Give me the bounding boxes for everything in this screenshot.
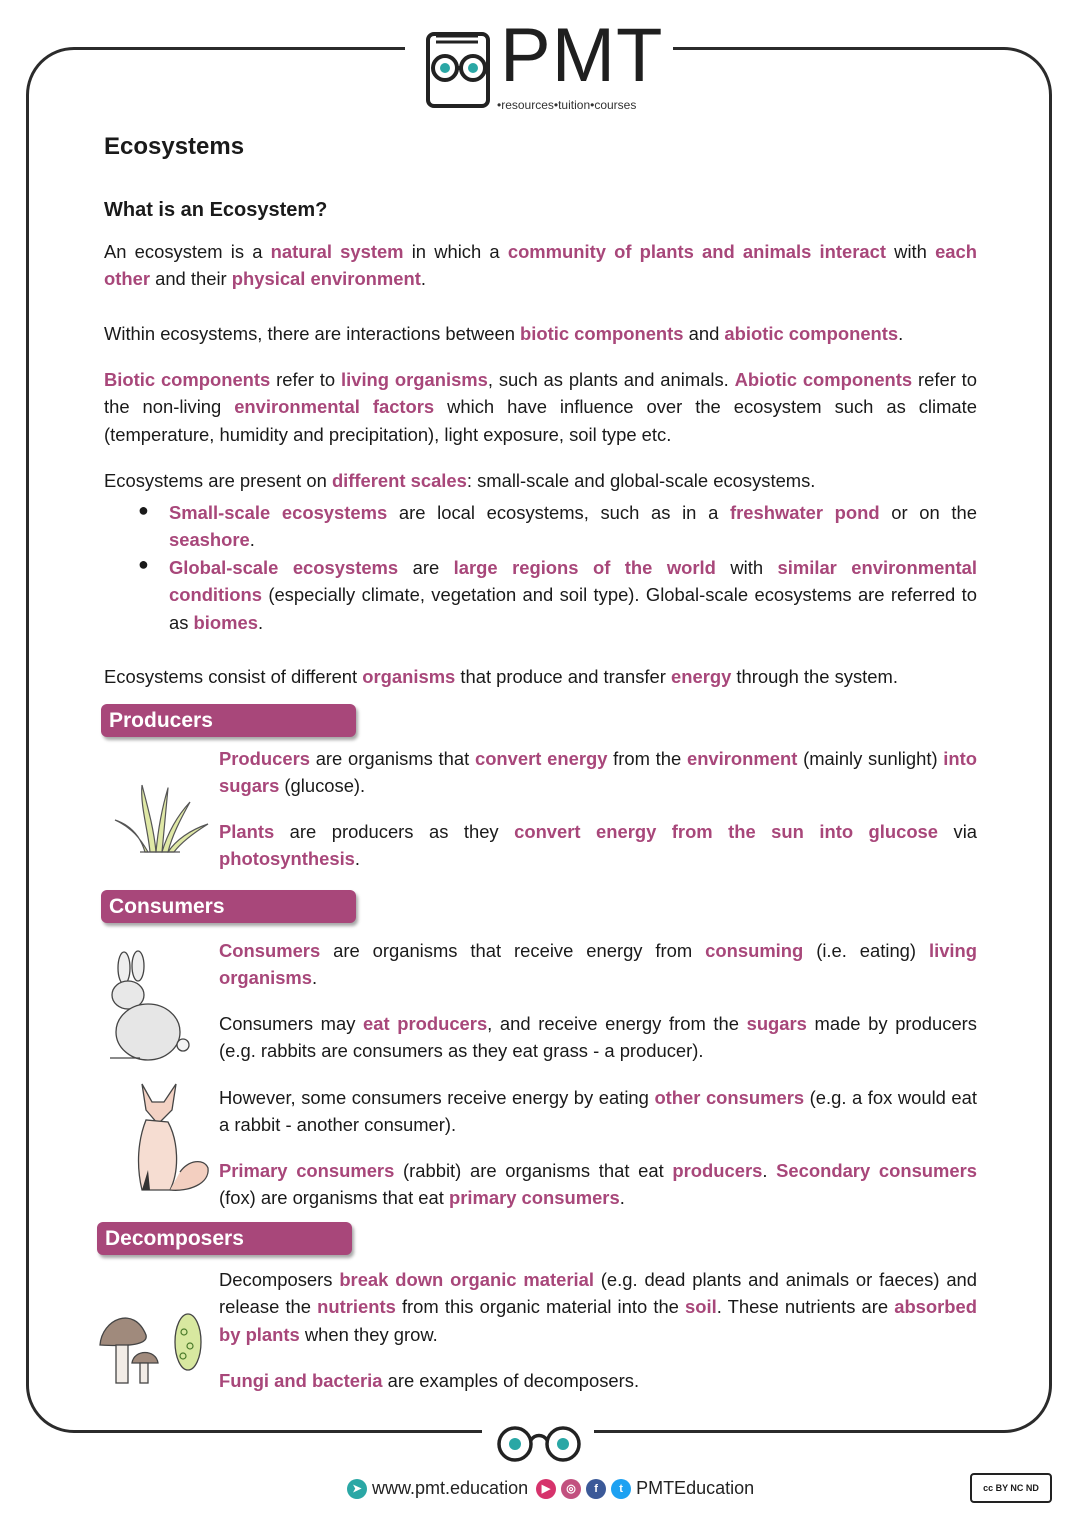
key-term: Plants	[219, 821, 275, 842]
key-term: Abiotic components	[734, 369, 913, 390]
text-segment: via	[938, 821, 978, 842]
text-segment: in which a	[403, 241, 508, 262]
key-term: convert energy from the sun into glucose	[514, 821, 939, 842]
key-term: absorbed by plants	[219, 1296, 977, 1345]
bullet-dot: ●	[138, 554, 149, 574]
consumers-paragraph-3	[219, 1084, 977, 1139]
social-handle[interactable]: PMTEducation	[636, 1478, 755, 1498]
key-term: environmental factors	[234, 396, 435, 418]
text-segment: refer to the non-living	[104, 369, 978, 418]
text-segment: .	[249, 529, 255, 551]
text-segment: with	[886, 241, 936, 262]
mushroom-icon	[96, 1305, 161, 1390]
key-term: freshwater pond	[729, 502, 880, 523]
text-segment: are producers as they	[274, 821, 515, 842]
text-segment: that produce and transfer	[455, 666, 671, 687]
text-segment: .	[619, 1187, 625, 1209]
page-title: Ecosystems	[104, 133, 245, 160]
key-term: eat producers	[363, 1013, 488, 1034]
text-segment: Within ecosystems, there are interactions between	[104, 323, 521, 344]
text-segment: (rabbit) are organisms that eat	[394, 1160, 673, 1181]
text-segment: (e.g. dead plants and animals or faeces) and release the	[219, 1269, 977, 1318]
key-term: biotic components	[520, 323, 684, 344]
scales-paragraph	[104, 467, 977, 494]
bullet-dot: ●	[138, 500, 149, 520]
key-term: energy	[671, 666, 732, 687]
producers-banner: Producers	[101, 704, 356, 737]
bullet-small-scale	[169, 499, 977, 554]
text-segment: which have influence over the ecosystem such as climate (temperature, humidity and precipitation), light exposure, soil type etc.	[104, 396, 977, 445]
bullet-global-scale	[169, 554, 977, 636]
rabbit-icon	[100, 950, 190, 1065]
producers-paragraph-1	[219, 745, 977, 800]
text-segment: , such as plants and animals.	[487, 369, 735, 390]
text-segment: are	[398, 557, 454, 578]
twitter-icon[interactable]: t	[611, 1479, 631, 1499]
organisms-paragraph	[104, 663, 977, 690]
key-term: community of plants and animals interact	[507, 241, 886, 262]
key-term: Biotic components	[104, 369, 271, 390]
key-term: consuming	[705, 940, 804, 961]
key-term: sugars	[746, 1013, 807, 1034]
components-paragraph	[104, 366, 977, 448]
text-segment: through the system.	[731, 666, 898, 687]
text-segment: are organisms that	[309, 748, 475, 769]
text-segment: .	[420, 268, 426, 290]
footer-social[interactable]	[536, 1478, 754, 1499]
key-term: Consumers	[219, 940, 321, 961]
text-segment: .	[762, 1160, 777, 1181]
facebook-icon[interactable]: f	[586, 1479, 606, 1499]
decomposers-paragraph-1	[219, 1266, 977, 1348]
grass-icon	[110, 780, 210, 860]
key-term: environment	[686, 748, 798, 769]
text-segment: .	[354, 848, 361, 870]
key-term: primary consumers	[448, 1187, 620, 1209]
text-segment: and their	[149, 268, 232, 290]
text-segment: Ecosystems are present on	[104, 470, 332, 491]
text-segment: , and receive energy from the	[487, 1013, 747, 1034]
key-term: large regions of the world	[453, 557, 716, 578]
key-term: Producers	[219, 748, 310, 769]
text-segment: Consumers may	[219, 1013, 364, 1034]
key-term: seashore	[169, 529, 250, 551]
text-segment: : small-scale and global-scale ecosystems.	[466, 470, 816, 491]
key-term: abiotic components	[724, 323, 899, 344]
text-segment: are organisms that receive energy from	[320, 940, 706, 961]
text-segment: . These nutrients are	[716, 1296, 895, 1318]
section-heading: What is an Ecosystem?	[104, 199, 328, 221]
key-term: convert energy	[474, 748, 608, 769]
decomposers-banner: Decomposers	[97, 1222, 352, 1255]
key-term: different scales	[331, 470, 467, 491]
key-term: living organisms	[219, 940, 978, 989]
interactions-paragraph	[104, 320, 977, 347]
key-term: each other	[104, 241, 977, 290]
footer-website[interactable]	[347, 1478, 528, 1499]
key-term: Secondary consumers	[776, 1160, 977, 1181]
key-term: living organisms	[341, 369, 488, 390]
consumers-paragraph-4	[219, 1157, 977, 1212]
website-link[interactable]: www.pmt.education	[372, 1478, 529, 1498]
key-term: break down organic material	[339, 1269, 594, 1290]
key-term: Small-scale ecosystems	[169, 502, 388, 523]
text-segment: from the	[607, 748, 687, 769]
text-segment: (mainly sunlight)	[797, 748, 944, 769]
text-segment: (e.g. a fox would eat a rabbit - another consumer).	[219, 1087, 977, 1136]
text-segment: An ecosystem is a	[104, 241, 271, 262]
text-segment: (glucose).	[279, 775, 366, 797]
bacteria-icon	[168, 1310, 208, 1375]
logo-tagline: •resources•tuition•courses	[497, 98, 637, 112]
key-term: natural system	[270, 241, 404, 262]
intro-paragraph	[104, 238, 977, 293]
logo-wordmark: PMT	[500, 13, 664, 98]
text-segment: .	[312, 967, 318, 989]
text-segment: Decomposers	[219, 1269, 340, 1290]
key-term: Global-scale ecosystems	[169, 557, 399, 578]
youtube-icon[interactable]: ▶	[536, 1479, 556, 1499]
consumers-banner: Consumers	[101, 890, 356, 923]
key-term: biomes	[193, 611, 258, 633]
text-segment: and	[683, 323, 725, 344]
text-segment: .	[898, 323, 904, 344]
key-term: soil	[685, 1296, 717, 1318]
text-segment: when they grow.	[299, 1323, 438, 1345]
key-term: similar environmental conditions	[169, 557, 977, 606]
text-segment: (especially climate, vegetation and soil type). Global-scale ecosystems are referred to as	[169, 584, 977, 633]
key-term: Primary consumers	[219, 1160, 395, 1181]
consumers-paragraph-1	[219, 937, 977, 992]
key-term: producers	[672, 1160, 763, 1181]
text-segment: from this organic material into the	[395, 1296, 686, 1318]
glasses-icon	[490, 1425, 588, 1463]
text-segment: made by producers (e.g. rabbits are consumers as they eat grass - a producer).	[219, 1013, 977, 1062]
producers-paragraph-2	[219, 818, 977, 873]
text-segment: (i.e. eating)	[803, 940, 929, 961]
cc-license-badge[interactable]: cc BY NC ND	[970, 1473, 1052, 1503]
text-segment: However, some consumers receive energy by eating	[219, 1087, 655, 1108]
key-term: organisms	[362, 666, 456, 687]
text-segment: are examples of decomposers.	[382, 1370, 640, 1391]
key-term: into sugars	[219, 748, 977, 797]
instagram-icon[interactable]: ◎	[561, 1479, 581, 1499]
text-segment: refer to	[270, 369, 341, 390]
cursor-icon: ➤	[347, 1479, 367, 1499]
key-term: photosynthesis	[219, 848, 355, 870]
key-term: other consumers	[654, 1087, 805, 1108]
text-segment: Ecosystems consist of different	[104, 666, 363, 687]
text-segment: are local ecosystems, such as in a	[387, 502, 730, 523]
text-segment: (fox) are organisms that eat	[219, 1187, 449, 1209]
fox-icon	[128, 1080, 213, 1195]
key-term: nutrients	[317, 1296, 396, 1318]
text-segment: .	[257, 611, 264, 633]
decomposers-paragraph-2	[219, 1367, 977, 1394]
key-term: physical environment	[231, 268, 421, 290]
text-segment: with	[715, 557, 778, 578]
key-term: Fungi and bacteria	[219, 1370, 383, 1391]
text-segment: or on the	[879, 502, 977, 523]
consumers-paragraph-2	[219, 1010, 977, 1065]
